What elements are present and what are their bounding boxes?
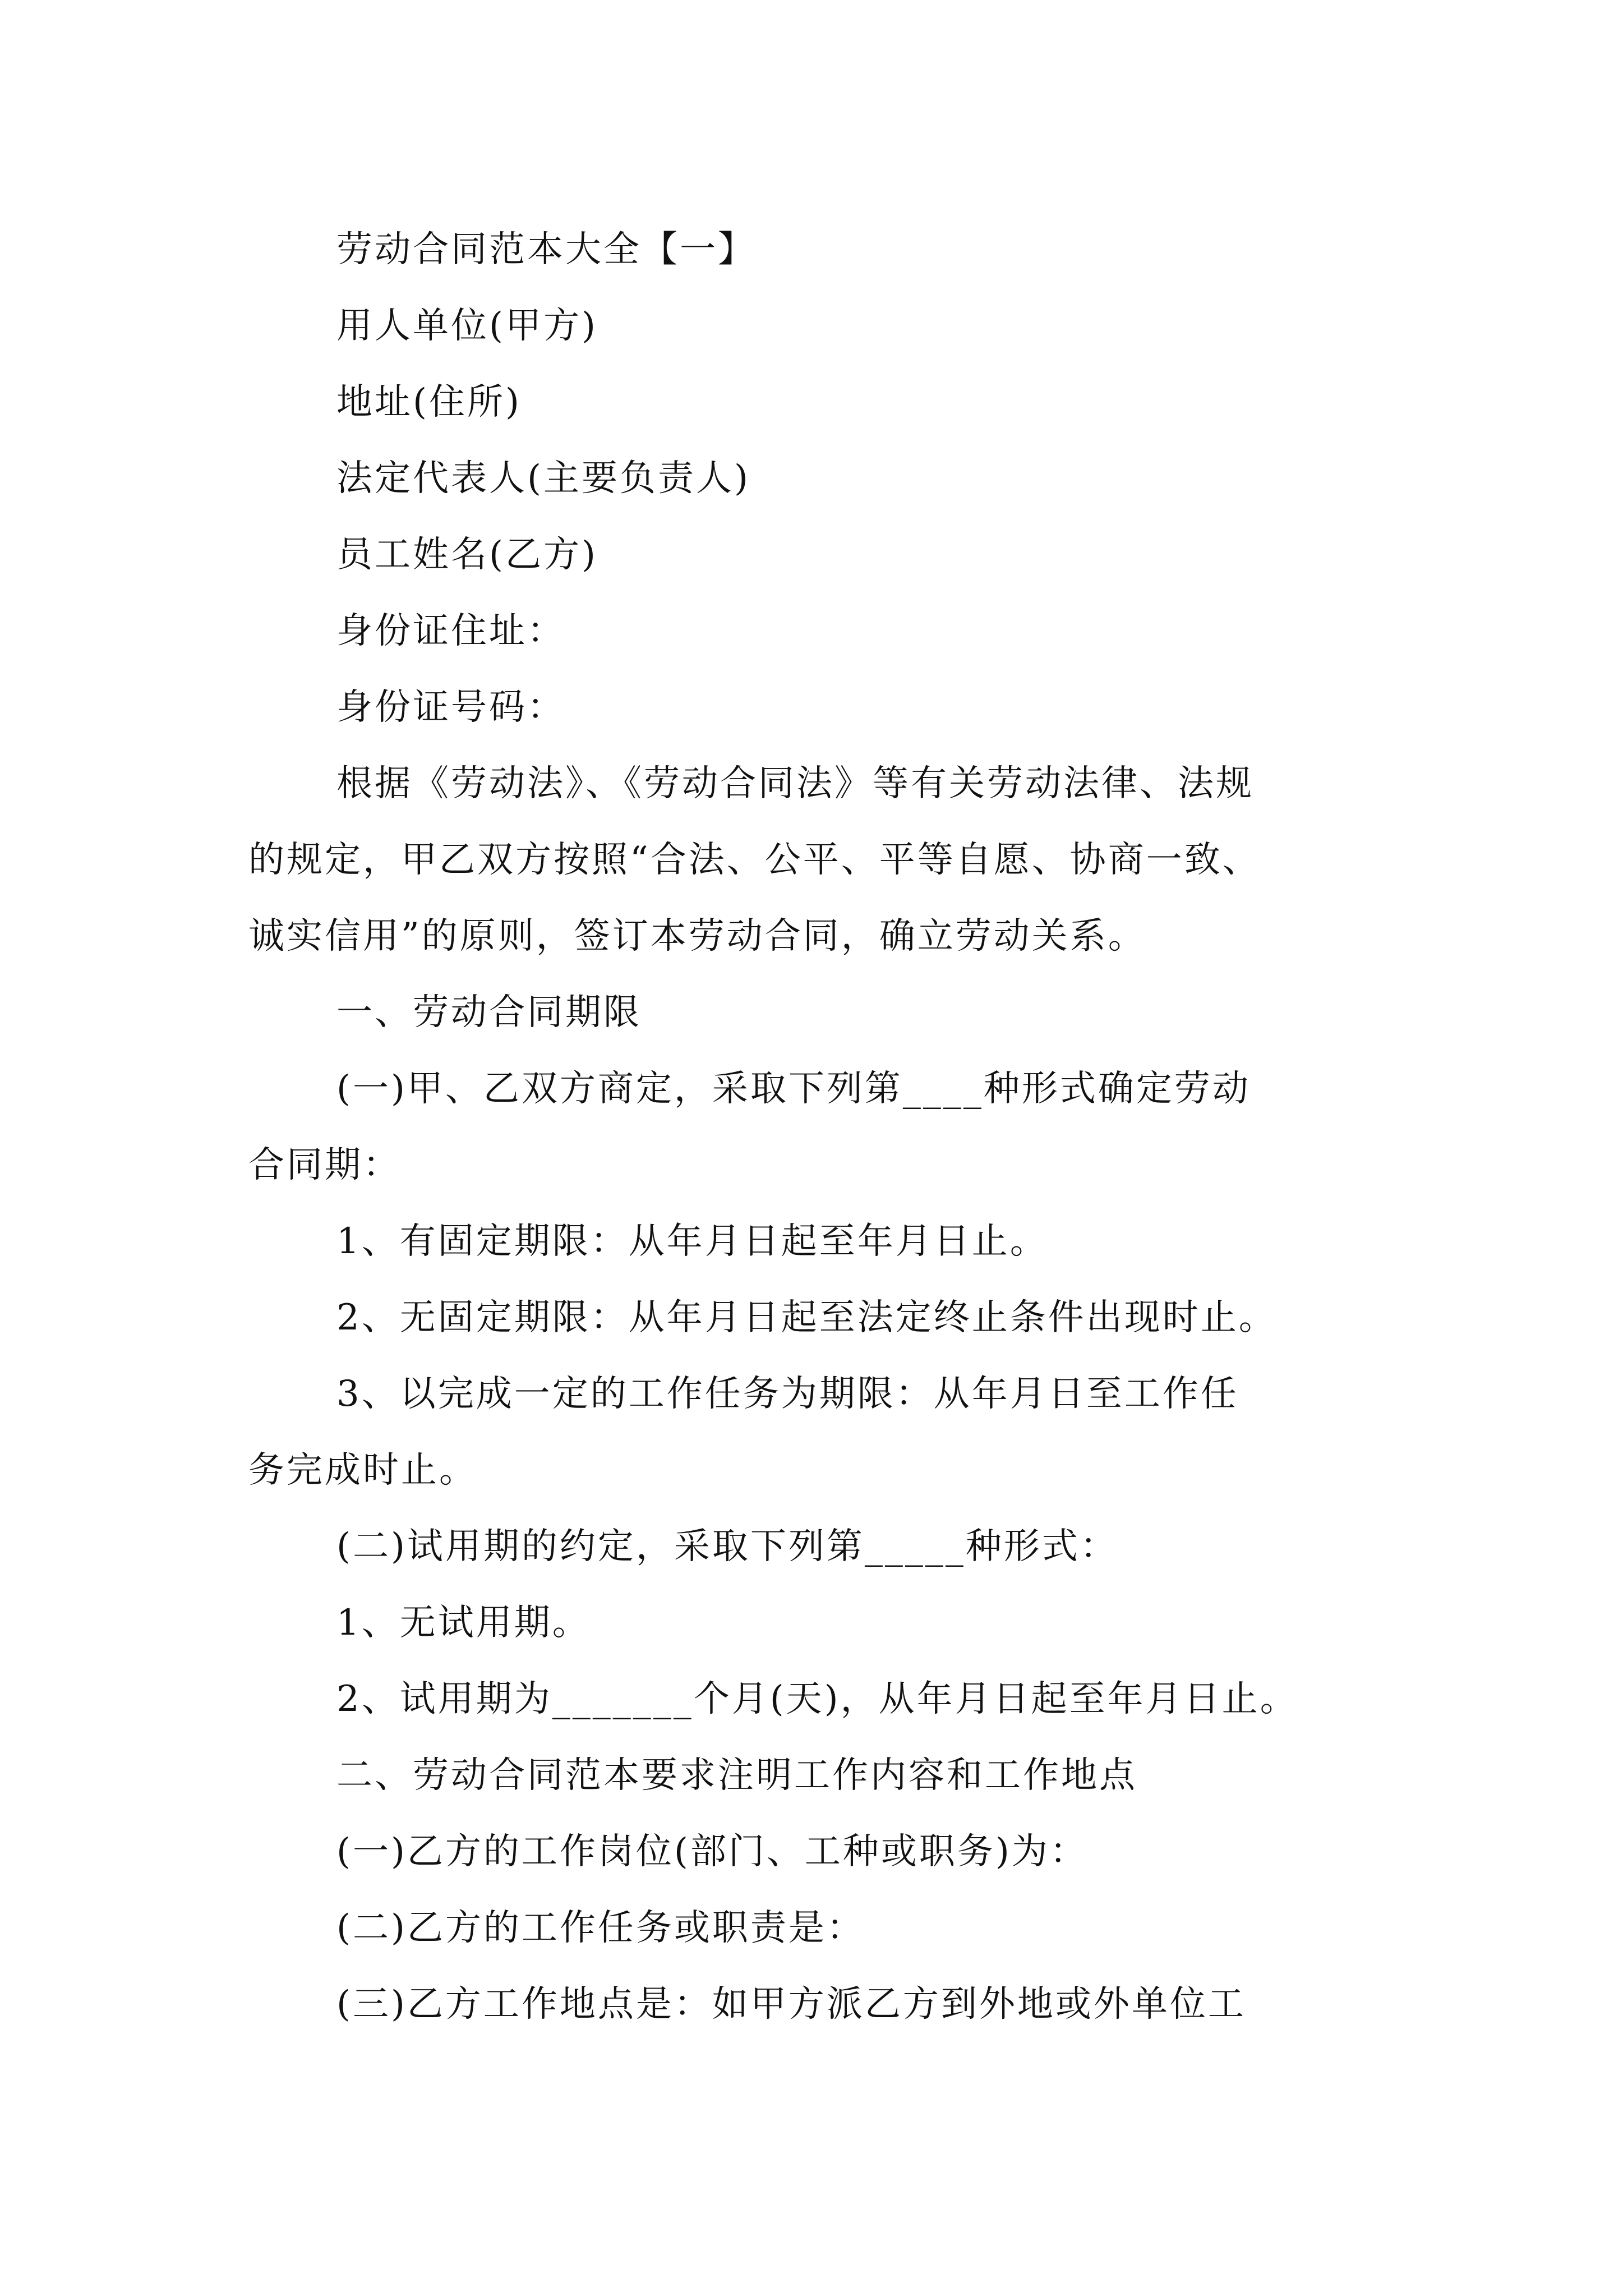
paragraph-line: (一)甲、乙双方商定，采取下列第____种形式确定劳动 — [336, 1068, 1251, 1110]
paragraph-line: (二)试用期的约定，采取下列第_____种形式： — [336, 1526, 1118, 1567]
list-item: 2、无固定期限：从年月日起至法定终止条件出现时止。 — [336, 1297, 1277, 1338]
paragraph-line: (一)乙方的工作岗位(部门、工种或职务)为： — [336, 1831, 1088, 1872]
paragraph-line: 诚实信用”的原则，签订本劳动合同，确立劳动关系。 — [248, 915, 1146, 957]
paragraph-line: 务完成时止。 — [248, 1450, 477, 1491]
document-body — [248, 211, 1381, 2042]
employer-field: 用人单位(甲方) — [336, 305, 598, 347]
paragraph-line: (三)乙方工作地点是：如甲方派乙方到外地或外单位工 — [336, 1984, 1246, 2025]
id-address-field: 身份证住址： — [336, 610, 565, 652]
section-heading: 二、劳动合同范本要求注明工作内容和工作地点 — [336, 1755, 1137, 1796]
paragraph-line: 根据《劳动法》、《劳动合同法》等有关劳动法律、法规 — [336, 763, 1254, 804]
list-item: 1、无试用期。 — [336, 1602, 591, 1644]
id-number-field: 身份证号码： — [336, 687, 565, 728]
list-item: 1、有固定期限：从年月日起至年月日止。 — [336, 1221, 1048, 1262]
address-field: 地址(住所) — [336, 381, 522, 423]
paragraph-line: (二)乙方的工作任务或职责是： — [336, 1907, 865, 1949]
paragraph-line: 的规定，甲乙双方按照“合法、公平、平等自愿、协商一致、 — [248, 839, 1261, 881]
section-heading: 一、劳动合同期限 — [336, 992, 642, 1033]
legal-representative-field: 法定代表人(主要负责人) — [336, 458, 750, 499]
paragraph-line: 合同期： — [248, 1144, 401, 1186]
list-item: 2、试用期为_______个月(天)，从年月日起至年月日止。 — [336, 1678, 1298, 1720]
document-title: 劳动合同范本大全【一】 — [336, 229, 756, 270]
list-item: 3、以完成一定的工作任务为期限：从年月日至工作任 — [336, 1373, 1239, 1415]
employee-name-field: 员工姓名(乙方) — [336, 534, 598, 576]
